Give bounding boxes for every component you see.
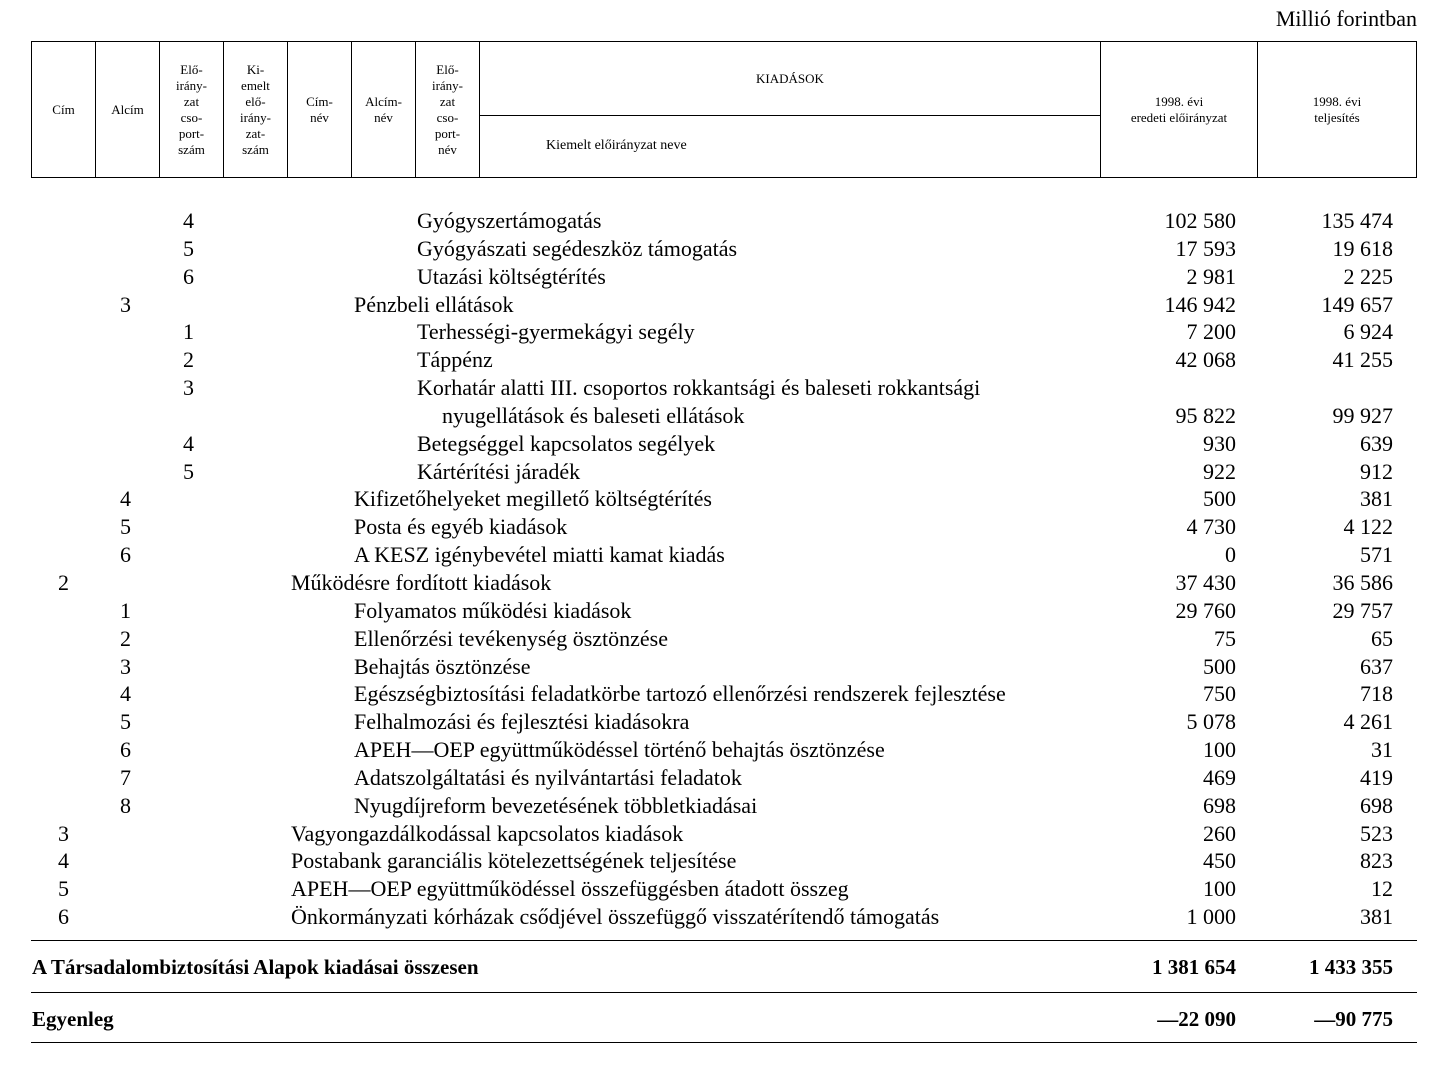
row-teljesites: 2 225 xyxy=(1343,263,1393,289)
row-code: 5 xyxy=(183,458,194,484)
row-code: 4 xyxy=(58,848,69,874)
row-name: Önkormányzati kórházak csődjével összefüggő visszatérítendő támogatás xyxy=(291,904,940,930)
row-name: Korhatár alatti III. csoportos rokkantsági és baleseti rokkantsági xyxy=(417,375,981,401)
header-alcimnev: Alcím- név xyxy=(352,42,416,177)
row-code: 4 xyxy=(120,486,131,512)
row-code: 5 xyxy=(120,514,131,540)
row-eredeti-eloiranyzat: 5 078 xyxy=(1186,709,1236,735)
row-name: Nyugdíjreform bevezetésének többletkiadásai xyxy=(354,792,758,818)
row-name: Posta és egyéb kiadások xyxy=(354,514,568,540)
row-eredeti-eloiranyzat: 7 200 xyxy=(1186,319,1236,345)
header-eloiranyzat-csoport-nev: Elő- irány- zat cso- port- név xyxy=(416,42,480,177)
row-name: APEH—OEP együttműködéssel történő behajtás ösztönzése xyxy=(354,737,885,763)
table-row xyxy=(0,903,1444,931)
table-row xyxy=(0,625,1444,653)
row-teljesites: 419 xyxy=(1360,764,1393,790)
row-teljesites: 718 xyxy=(1360,681,1393,707)
balance-row xyxy=(31,992,1417,1043)
row-teljesites: 4 122 xyxy=(1343,514,1393,540)
row-code: 4 xyxy=(183,430,194,456)
row-teljesites: 912 xyxy=(1360,458,1393,484)
row-eredeti-eloiranyzat: 146 942 xyxy=(1164,291,1236,317)
row-eredeti-eloiranyzat: 500 xyxy=(1203,653,1236,679)
row-name: Kártérítési járadék xyxy=(417,458,581,484)
header-eredeti-eloiranyzat: 1998. évi eredeti előirányzat xyxy=(1101,42,1258,177)
row-teljesites: 523 xyxy=(1360,820,1393,846)
row-name: Ellenőrzési tevékenység ösztönzése xyxy=(354,625,668,651)
table-row xyxy=(0,374,1444,402)
table-row xyxy=(0,291,1444,319)
row-code: 3 xyxy=(58,820,69,846)
row-teljesites: 36 586 xyxy=(1332,569,1393,595)
row-name: APEH—OEP együttműködéssel összefüggésben átadott összeg xyxy=(291,876,849,902)
row-teljesites: 99 927 xyxy=(1332,402,1393,428)
row-teljesites: 823 xyxy=(1360,848,1393,874)
row-code: 3 xyxy=(183,375,194,401)
balance-teljesites: —90 775 xyxy=(1314,1007,1393,1031)
row-code: 5 xyxy=(183,235,194,261)
header-teljesites: 1998. évi teljesítés xyxy=(1312,93,1362,125)
row-eredeti-eloiranyzat: 75 xyxy=(1214,625,1236,651)
table-row xyxy=(0,792,1444,820)
table-row xyxy=(0,430,1444,458)
row-name: Behajtás ösztönzése xyxy=(354,653,531,679)
row-name: Kifizetőhelyeket megillető költségtérítés xyxy=(354,486,712,512)
table-body xyxy=(0,207,1444,931)
header-kiemelt-eloiranyzat-szam: Ki- emelt elő- irány- zat- szám xyxy=(224,42,288,177)
table-row xyxy=(0,541,1444,569)
row-eredeti-eloiranyzat: 29 760 xyxy=(1175,597,1236,623)
table-row xyxy=(0,402,1444,430)
table-row xyxy=(0,346,1444,374)
row-eredeti-eloiranyzat: 2 981 xyxy=(1186,263,1236,289)
table-row xyxy=(0,458,1444,486)
table-row xyxy=(0,513,1444,541)
table-row xyxy=(0,597,1444,625)
row-name: Betegséggel kapcsolatos segélyek xyxy=(417,430,716,456)
table-row xyxy=(0,653,1444,681)
row-teljesites: 19 618 xyxy=(1332,235,1393,261)
row-teljesites: 31 xyxy=(1371,737,1393,763)
row-name: Táppénz xyxy=(417,347,493,373)
row-teljesites: 637 xyxy=(1360,653,1393,679)
row-teljesites: 12 xyxy=(1371,876,1393,902)
row-teljesites: 149 657 xyxy=(1321,291,1393,317)
row-code: 5 xyxy=(58,876,69,902)
row-code: 6 xyxy=(183,263,194,289)
total-eredeti: 1 381 654 xyxy=(1152,955,1236,979)
table-row xyxy=(0,680,1444,708)
row-eredeti-eloiranyzat: 930 xyxy=(1203,430,1236,456)
balance-label: Egyenleg xyxy=(32,1007,114,1031)
row-teljesites: 65 xyxy=(1371,625,1393,651)
table-header xyxy=(31,41,1417,178)
row-eredeti-eloiranyzat: 922 xyxy=(1203,458,1236,484)
row-code: 5 xyxy=(120,709,131,735)
row-name: Terhességi-gyermekágyi segély xyxy=(417,319,695,345)
row-eredeti-eloiranyzat: 17 593 xyxy=(1175,235,1236,261)
row-eredeti-eloiranyzat: 469 xyxy=(1203,764,1236,790)
row-code: 1 xyxy=(183,319,194,345)
row-eredeti-eloiranyzat: 698 xyxy=(1203,792,1236,818)
row-teljesites: 639 xyxy=(1360,430,1393,456)
row-teljesites: 135 474 xyxy=(1321,208,1393,233)
row-teljesites: 6 924 xyxy=(1343,319,1393,345)
header-eloiranyzat-csoport-szam: Elő- irány- zat cso- port- szám xyxy=(160,42,224,177)
table-row xyxy=(0,235,1444,263)
table-row xyxy=(0,820,1444,848)
table-row xyxy=(0,207,1444,235)
header-kiemelt-nev: Kiemelt előirányzat neve xyxy=(480,116,1101,177)
row-teljesites: 41 255 xyxy=(1332,347,1393,373)
row-name: Utazási költségtérítés xyxy=(417,263,606,289)
row-eredeti-eloiranyzat: 260 xyxy=(1203,820,1236,846)
row-name: Folyamatos működési kiadások xyxy=(354,597,632,623)
table-row xyxy=(0,708,1444,736)
header-cim: Cím xyxy=(32,42,96,177)
table-row xyxy=(0,569,1444,597)
row-code: 2 xyxy=(120,625,131,651)
row-code: 7 xyxy=(120,764,131,790)
table-row xyxy=(0,318,1444,346)
row-code: 3 xyxy=(120,653,131,679)
row-teljesites: 381 xyxy=(1360,904,1393,930)
row-code: 2 xyxy=(183,347,194,373)
row-eredeti-eloiranyzat: 102 580 xyxy=(1164,208,1236,233)
unit-label: Millió forintban xyxy=(1275,6,1417,31)
header-cimnev: Cím- név xyxy=(288,42,352,177)
row-eredeti-eloiranyzat: 500 xyxy=(1203,486,1236,512)
row-name: nyugellátások és baleseti ellátások xyxy=(442,402,745,428)
row-eredeti-eloiranyzat: 100 xyxy=(1203,876,1236,902)
row-code: 1 xyxy=(120,597,131,623)
row-eredeti-eloiranyzat: 1 000 xyxy=(1186,904,1236,930)
row-eredeti-eloiranyzat: 100 xyxy=(1203,737,1236,763)
row-name: A KESZ igénybevétel miatti kamat kiadás xyxy=(354,542,725,568)
row-name: Pénzbeli ellátások xyxy=(354,291,514,317)
table-row xyxy=(0,485,1444,513)
balance-eredeti: —22 090 xyxy=(1157,1007,1236,1031)
total-teljesites: 1 433 355 xyxy=(1309,955,1393,979)
row-code: 6 xyxy=(58,904,69,930)
header-kiadasok: KIADÁSOK xyxy=(480,42,1101,116)
row-name: Felhalmozási és fejlesztési kiadásokra xyxy=(354,709,690,735)
row-code: 2 xyxy=(58,569,69,595)
total-row xyxy=(31,940,1417,991)
row-code: 6 xyxy=(120,542,131,568)
row-code: 6 xyxy=(120,737,131,763)
row-code: 3 xyxy=(120,291,131,317)
row-teljesites: 29 757 xyxy=(1332,597,1393,623)
row-eredeti-eloiranyzat: 37 430 xyxy=(1175,569,1236,595)
row-name: Működésre fordított kiadások xyxy=(291,569,552,595)
row-code: 4 xyxy=(183,208,194,233)
row-name: Postabank garanciális kötelezettségének teljesítése xyxy=(291,848,737,874)
table-row xyxy=(0,263,1444,291)
row-code: 4 xyxy=(120,681,131,707)
row-eredeti-eloiranyzat: 95 822 xyxy=(1175,402,1236,428)
row-teljesites: 698 xyxy=(1360,792,1393,818)
row-eredeti-eloiranyzat: 42 068 xyxy=(1175,347,1236,373)
row-teljesites: 4 261 xyxy=(1343,709,1393,735)
row-eredeti-eloiranyzat: 450 xyxy=(1203,848,1236,874)
row-code: 8 xyxy=(120,792,131,818)
row-teljesites: 571 xyxy=(1360,542,1393,568)
row-name: Vagyongazdálkodással kapcsolatos kiadások xyxy=(291,820,684,846)
total-label: A Társadalombiztosítási Alapok kiadásai összesen xyxy=(32,955,479,979)
table-row xyxy=(0,847,1444,875)
table-row xyxy=(0,875,1444,903)
row-name: Gyógyászati segédeszköz támogatás xyxy=(417,235,738,261)
row-eredeti-eloiranyzat: 0 xyxy=(1225,542,1236,568)
row-eredeti-eloiranyzat: 750 xyxy=(1203,681,1236,707)
table-row xyxy=(0,764,1444,792)
row-name: Gyógyszertámogatás xyxy=(417,208,602,233)
row-teljesites: 381 xyxy=(1360,486,1393,512)
header-alcim: Alcím xyxy=(96,42,160,177)
bottom-rule xyxy=(31,1042,1417,1043)
row-name: Egészségbiztosítási feladatkörbe tartozó ellenőrzési rendszerek fejlesztése xyxy=(354,681,1006,707)
row-eredeti-eloiranyzat: 4 730 xyxy=(1186,514,1236,540)
row-name: Adatszolgáltatási és nyilvántartási feladatok xyxy=(354,764,742,790)
table-row xyxy=(0,736,1444,764)
